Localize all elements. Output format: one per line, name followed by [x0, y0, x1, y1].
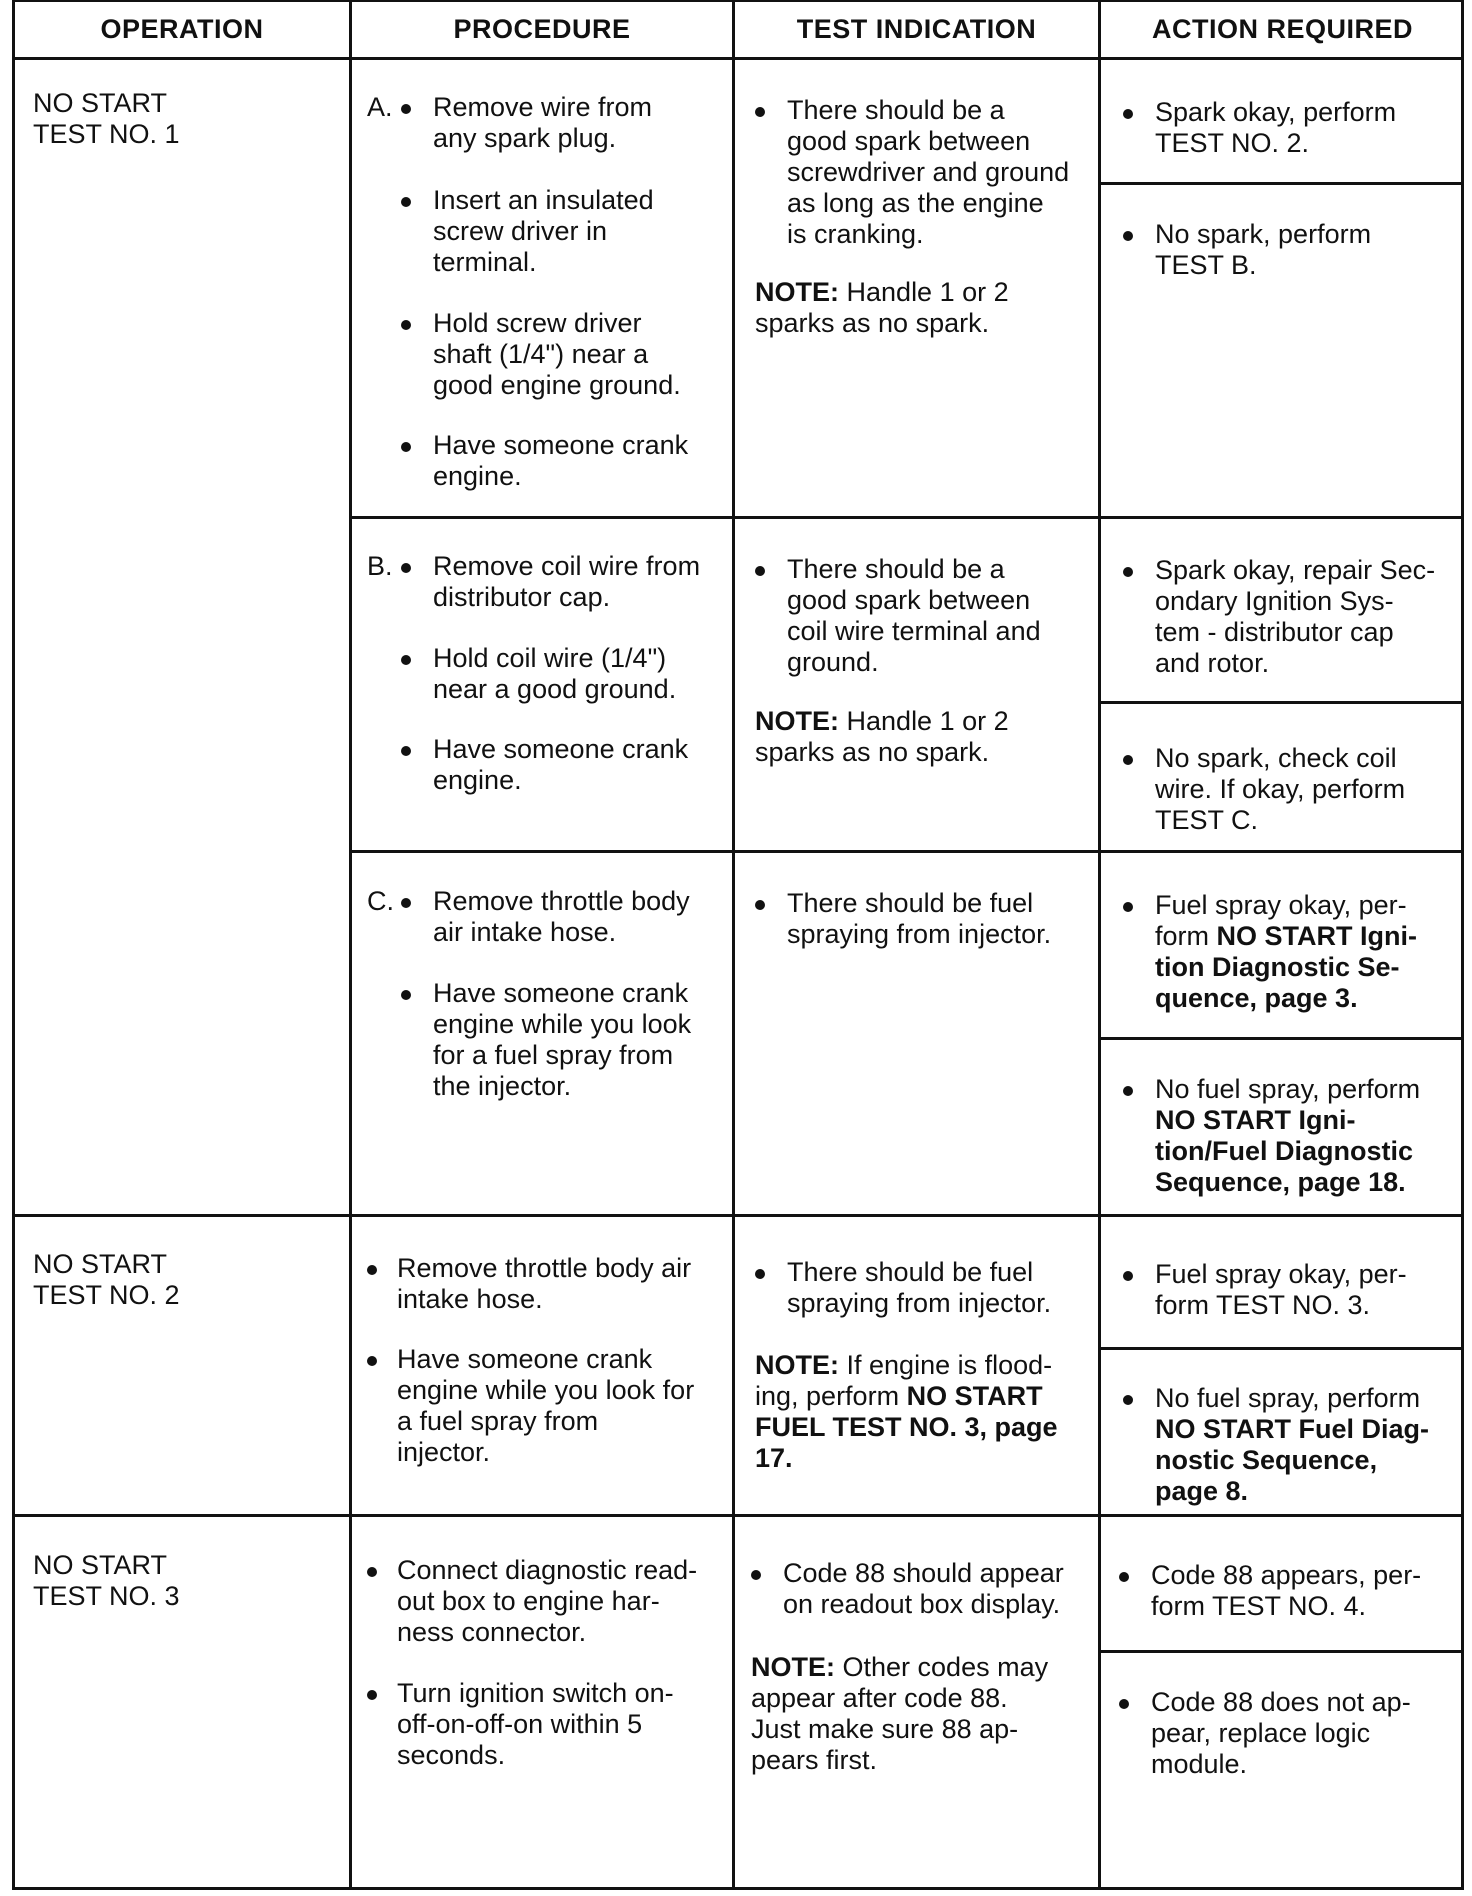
action-item: Fuel spray okay, per- form NO START Igni- tion Diagnostic Se- quence, page 3.: [1155, 890, 1417, 1013]
procedure-label-c: C.: [367, 886, 394, 916]
bullet-icon: [1123, 1395, 1133, 1405]
procedure-step: Have someone crank engine.: [433, 430, 689, 491]
indication-note: NOTE: Other codes may appear after code 88. Just make sure 88 ap- pears first.: [751, 1652, 1049, 1775]
indication-note: NOTE: Handle 1 or 2 sparks as no spark.: [755, 706, 1009, 767]
bullet-icon: [367, 1356, 377, 1366]
column-divider: [1098, 2, 1101, 1887]
bullet-icon: [751, 1570, 761, 1580]
column-divider: [349, 2, 352, 1887]
bullet-icon: [755, 1269, 765, 1279]
test-indication: There should be fuel spraying from injector.: [787, 1257, 1052, 1318]
action-item: No spark, perform TEST B.: [1155, 219, 1372, 280]
bullet-icon: [401, 104, 411, 114]
bullet-icon: [1119, 1699, 1129, 1709]
procedure-label-b: B.: [367, 551, 393, 581]
bullet-icon: [1123, 231, 1133, 241]
header-test-indication: TEST INDICATION: [796, 14, 1037, 44]
bullet-icon: [367, 1690, 377, 1700]
action-divider: [1098, 701, 1461, 704]
bullet-icon: [367, 1567, 377, 1577]
action-item: Spark okay, repair Sec- ondary Ignition Sys- tem - distributor cap and rotor.: [1155, 555, 1436, 678]
action-item: Code 88 appears, per- form TEST NO. 4.: [1151, 1560, 1422, 1621]
row-divider: [349, 516, 1461, 519]
bullet-icon: [1123, 109, 1133, 119]
procedure-step: Remove throttle body air intake hose.: [433, 886, 690, 947]
diagnostic-table: [12, 0, 1464, 1890]
operation-test-3: NO START TEST NO. 3: [33, 1550, 180, 1611]
bullet-icon: [1119, 1572, 1129, 1582]
test-indication: Code 88 should appear on readout box display.: [783, 1558, 1064, 1619]
column-divider: [732, 2, 735, 1887]
row-divider: [349, 850, 1461, 853]
action-divider: [1098, 1037, 1461, 1040]
header-action-required: ACTION REQUIRED: [1151, 14, 1413, 44]
action-item: Code 88 does not ap- pear, replace logic module.: [1151, 1687, 1411, 1779]
test-indication: There should be a good spark between screwdriver and ground as long as the engine is cranking.: [787, 95, 1070, 249]
test-indication: There should be fuel spraying from injector.: [787, 888, 1052, 949]
bullet-icon: [401, 442, 411, 452]
row-divider: [15, 1214, 1461, 1217]
procedure-step: Remove wire from any spark plug.: [433, 92, 653, 153]
test-indication: There should be a good spark between coil wire terminal and ground.: [787, 554, 1041, 677]
bullet-icon: [401, 746, 411, 756]
procedure-step: Connect diagnostic read- out box to engine har- ness connector.: [397, 1555, 698, 1647]
action-item: Fuel spray okay, per- form TEST NO. 3.: [1155, 1259, 1407, 1320]
row-divider: [15, 1514, 1461, 1517]
bullet-icon: [1123, 902, 1133, 912]
action-item: No fuel spray, perform NO START Igni- tion/Fuel Diagnostic Sequence, page 18.: [1155, 1074, 1421, 1197]
bullet-icon: [401, 898, 411, 908]
procedure-step: Remove throttle body air intake hose.: [397, 1253, 692, 1314]
action-divider: [1098, 1650, 1461, 1653]
procedure-step: Insert an insulated screw driver in terminal.: [433, 185, 654, 277]
action-item: Spark okay, perform TEST NO. 2.: [1155, 97, 1397, 158]
operation-test-2: NO START TEST NO. 2: [33, 1249, 180, 1310]
action-item: No fuel spray, perform NO START Fuel Diag- nostic Sequence, page 8.: [1155, 1383, 1429, 1506]
action-divider: [1098, 182, 1461, 185]
bullet-icon: [1123, 755, 1133, 765]
bullet-icon: [755, 900, 765, 910]
procedure-step: Have someone crank engine while you look for a fuel spray from injector.: [397, 1344, 695, 1467]
procedure-step: Remove coil wire from distributor cap.: [433, 551, 701, 612]
bullet-icon: [367, 1265, 377, 1275]
action-divider: [1098, 1347, 1461, 1350]
bullet-icon: [401, 563, 411, 573]
header-procedure: PROCEDURE: [453, 14, 631, 44]
bullet-icon: [401, 655, 411, 665]
procedure-step: Have someone crank engine.: [433, 734, 689, 795]
procedure-step: Hold coil wire (1/4") near a good ground.: [433, 643, 677, 704]
procedure-step: Turn ignition switch on- off-on-off-on within 5 seconds.: [397, 1678, 674, 1770]
indication-note: NOTE: Handle 1 or 2 sparks as no spark.: [755, 277, 1009, 338]
operation-test-1: NO START TEST NO. 1: [33, 88, 180, 149]
header-divider: [15, 57, 1461, 60]
indication-note: NOTE: If engine is flood- ing, perform NO START FUEL TEST NO. 3, page 17.: [755, 1350, 1058, 1473]
procedure-step: Have someone crank engine while you look for a fuel spray from the injector.: [433, 978, 692, 1101]
bullet-icon: [1123, 567, 1133, 577]
bullet-icon: [1123, 1271, 1133, 1281]
bullet-icon: [401, 320, 411, 330]
procedure-step: Hold screw driver shaft (1/4") near a good engine ground.: [433, 308, 681, 400]
bullet-icon: [755, 566, 765, 576]
bullet-icon: [401, 197, 411, 207]
procedure-label-a: A.: [367, 92, 393, 122]
bullet-icon: [401, 990, 411, 1000]
header-operation: OPERATION: [100, 14, 264, 44]
action-item: No spark, check coil wire. If okay, perform TEST C.: [1155, 743, 1406, 835]
bullet-icon: [1123, 1086, 1133, 1096]
bullet-icon: [755, 107, 765, 117]
